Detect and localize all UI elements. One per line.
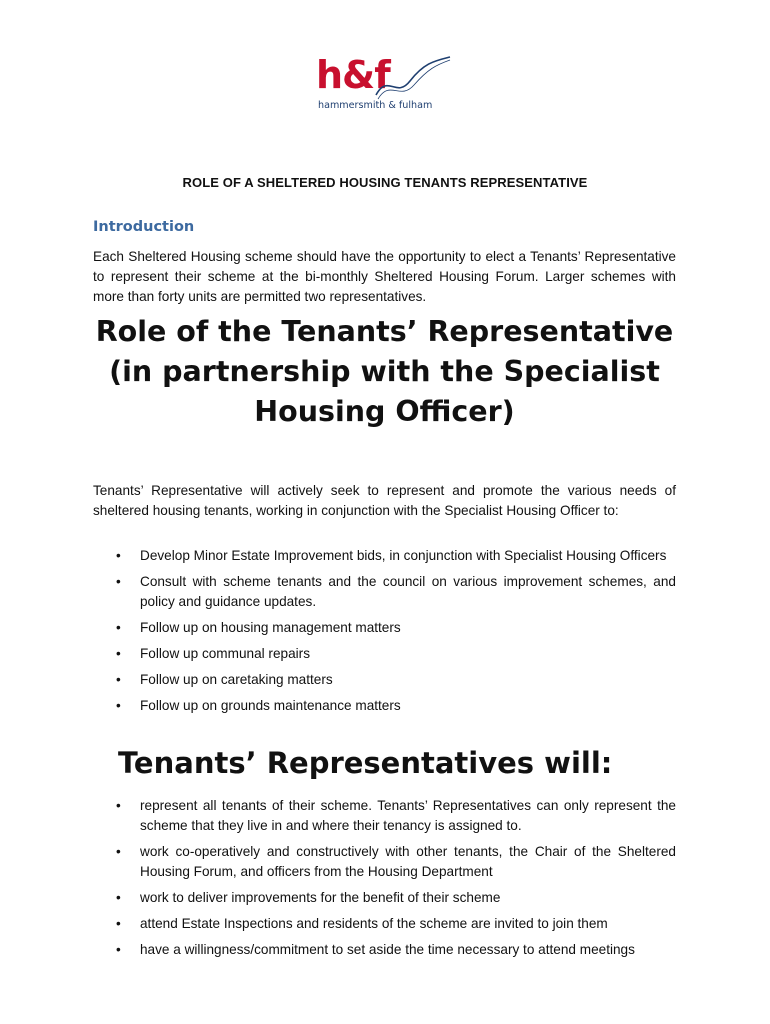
list-item-text: Follow up on grounds maintenance matters (140, 698, 401, 713)
representatives-bullet-list (93, 796, 676, 960)
list-item-text: have a willingness/commitment to set aside the time necessary to attend meetings (140, 942, 635, 957)
list-item (93, 644, 676, 664)
list-item (93, 796, 676, 836)
role-heading: Role of the Tenants’ Representative (in partnership with the Specialist Housing Officer) (95, 315, 674, 428)
list-item-text: work co-operatively and constructively with other tenants, the Chair of the Sheltered Housing Forum, and officers from the Housing Department (140, 844, 676, 879)
bullet-icon: • (116, 646, 121, 661)
logo-mark: h&f (316, 53, 390, 97)
bullet-icon: • (116, 798, 121, 813)
list-item (93, 888, 676, 908)
list-item-text: Consult with scheme tenants and the council on various improvement schemes, and policy and guidance updates. (140, 574, 676, 609)
list-item (93, 618, 676, 638)
bullet-icon: • (116, 916, 121, 931)
bullet-icon: • (116, 672, 121, 687)
list-item (93, 546, 676, 566)
list-item-text: Follow up on caretaking matters (140, 672, 333, 687)
logo-swoosh-icon (374, 55, 452, 101)
list-item-text: represent all tenants of their scheme. Tenants’ Representatives can only represent the scheme that they live in and where their tenancy is assigned to. (140, 798, 676, 833)
list-item (93, 572, 676, 612)
bullet-icon: • (116, 698, 121, 713)
document-title: ROLE OF A SHELTERED HOUSING TENANTS REPRESENTATIVE (182, 175, 588, 190)
bullet-icon: • (116, 574, 121, 589)
list-item-text: work to deliver improvements for the benefit of their scheme (140, 890, 501, 905)
list-item-text: Develop Minor Estate Improvement bids, in conjunction with Specialist Housing Officers (140, 548, 667, 563)
role-bullet-list (93, 546, 676, 716)
list-item-text: attend Estate Inspections and residents of the scheme are invited to join them (140, 916, 608, 931)
list-item-text: Follow up on housing management matters (140, 620, 401, 635)
council-logo (316, 55, 456, 117)
introduction-paragraph: Each Sheltered Housing scheme should have the opportunity to elect a Tenants’ Representative to represent their scheme at the bi-monthly Sheltered Housing Forum. Larger schemes with more than forty units are permitted two representatives. (93, 249, 676, 304)
bullet-icon: • (116, 548, 121, 563)
role-paragraph: Tenants’ Representative will actively seek to represent and promote the various needs of sheltered housing tenants, working in conjunction with the Specialist Housing Officer to: (93, 483, 676, 518)
representatives-will-heading: Tenants’ Representatives will: (118, 746, 613, 780)
bullet-icon: • (116, 942, 121, 957)
list-item-text: Follow up communal repairs (140, 646, 310, 661)
list-item (93, 696, 676, 716)
list-item (93, 842, 676, 882)
list-item (93, 940, 676, 960)
introduction-heading: Introduction (93, 219, 195, 235)
bullet-icon: • (116, 620, 121, 635)
bullet-icon: • (116, 844, 121, 859)
list-item (93, 670, 676, 690)
bullet-icon: • (116, 890, 121, 905)
logo-subtitle: hammersmith & fulham (318, 100, 433, 111)
list-item (93, 914, 676, 934)
